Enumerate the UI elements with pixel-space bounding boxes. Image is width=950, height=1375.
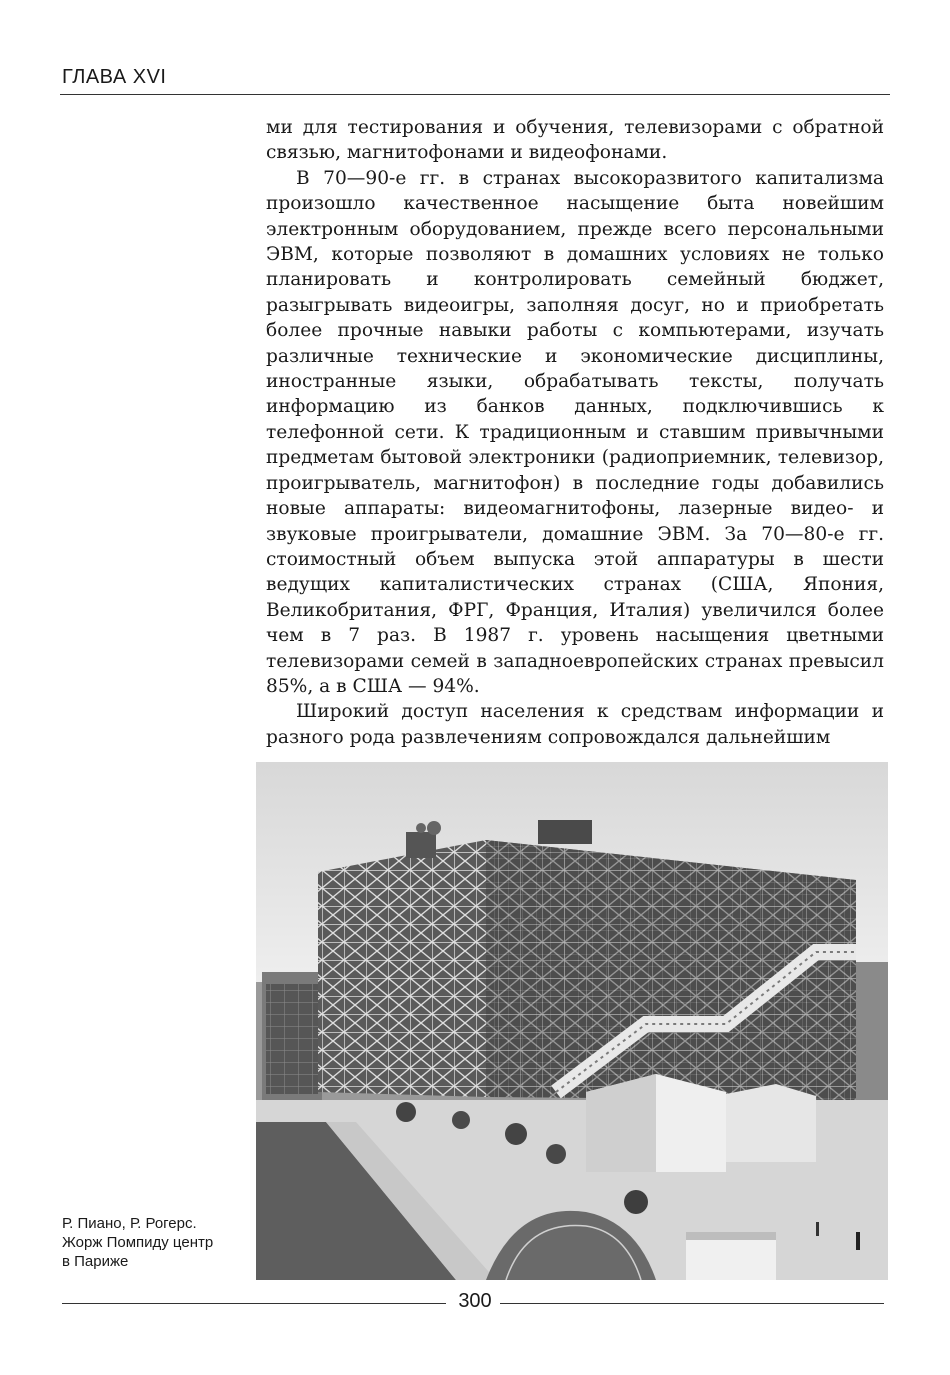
paragraph-continuation: ми для тестирования и обучения, телевизорами с обратной связью, магнитофонами и видеофонами. <box>266 117 884 164</box>
chapter-header: ГЛАВА XVI <box>62 66 167 88</box>
photo-caption <box>62 1214 252 1271</box>
paragraph-electronics: В 70—90-е гг. в странах высокоразвитого капитализма произошло качественное насыщение быта новейшим электронным оборудованием, прежде всего персональными ЭВМ, которые позволяют в домашних условиях не только планировать и контролировать семейный бюджет, разыгрывать видеоигры, заполняя досуг, но и приобретать более прочные навыки работы с компьютерами, изучать различные технические и экономические дисциплины, иностранные языки, обрабатывать тексты, получать информацию из банков данных, подключившись к телефонной сети. К традиционным и ставшим привычными предметам бытовой электроники (радиоприемник, телевизор, проигрыватель, магнитофон) в последние годы добавились новые аппараты: видеомагнитофоны, лазерные видео- и звуковые проигрыватели, домашние ЭВМ. За 70—80-е гг. стоимостный объем выпуска этой аппаратуры в шести ведущих капиталистических странах (США, Япония, Великобритания, ФРГ, Франция, Италия) увеличился более чем в 7 раз. В 1987 г. уровень насыщения цветными телевизорами семей в западноевропейских странах превысил 85%, а в США — 94%. <box>266 167 884 697</box>
body-text <box>266 115 884 750</box>
paragraph-access: Широкий доступ населения к средствам информации и разного рода развлечениям сопровождался дальнейшим <box>266 701 884 748</box>
header-rule <box>60 94 890 95</box>
footer-rule-right <box>500 1303 884 1304</box>
pompidou-centre-photo <box>256 762 888 1280</box>
caption-title: Жорж Помпиду центр <box>62 1234 214 1251</box>
footer-rule-left <box>62 1303 446 1304</box>
caption-location: в Париже <box>62 1253 129 1270</box>
page-number: 300 <box>458 1290 492 1312</box>
caption-authors: Р. Пиано, Р. Рогерс. <box>62 1215 197 1232</box>
